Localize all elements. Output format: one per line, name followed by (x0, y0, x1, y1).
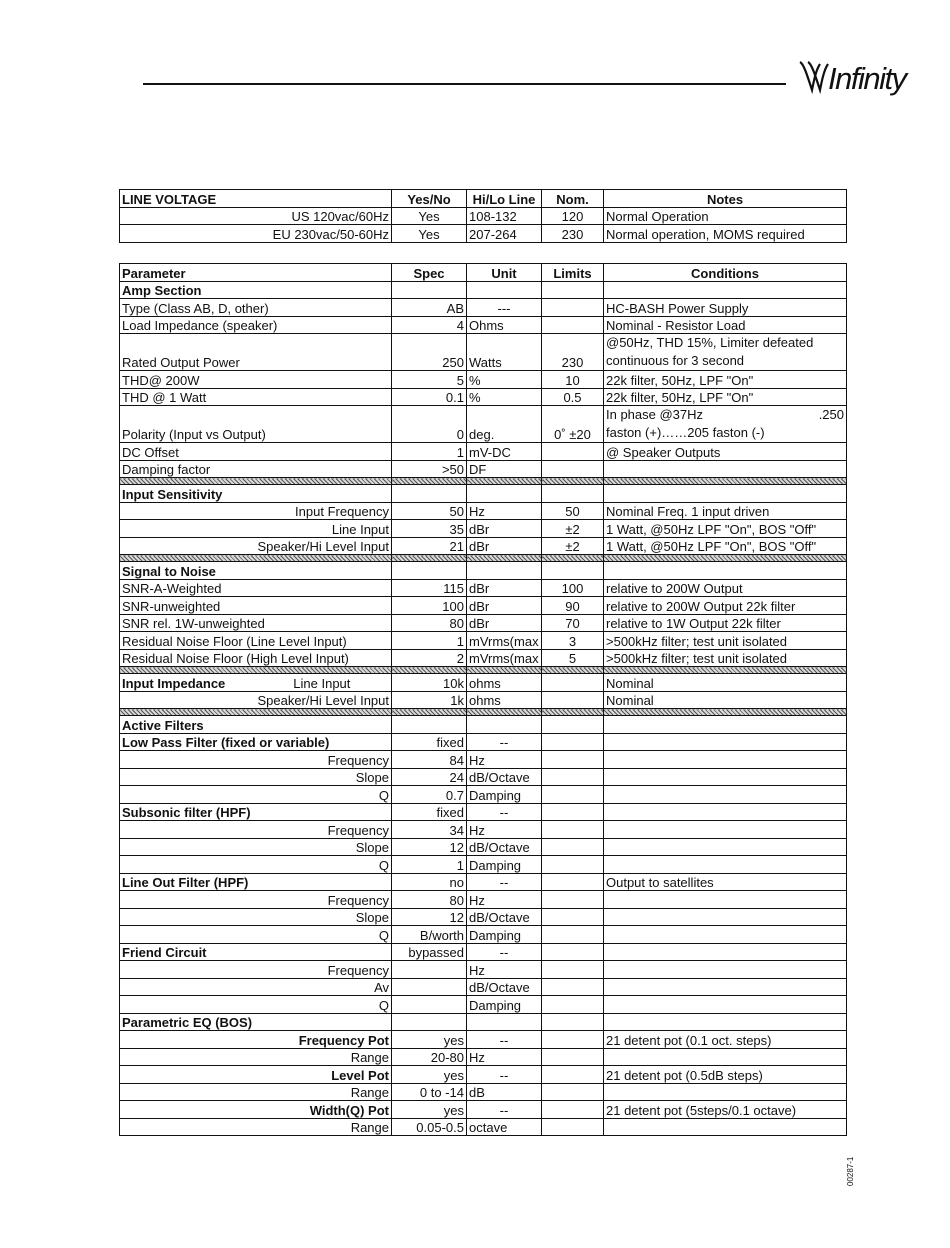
table-row (120, 873, 847, 891)
unit: octave (467, 1118, 542, 1136)
param: Q (120, 926, 392, 944)
spec: 1 (392, 632, 467, 650)
col-spec: Spec (392, 264, 467, 282)
unit: -- (467, 1066, 542, 1084)
table-row (120, 649, 847, 667)
spec: fixed (392, 803, 467, 821)
param: Speaker/Hi Level Input (120, 537, 392, 555)
table-row (120, 821, 847, 839)
notes: Normal operation, MOMS required (604, 225, 847, 243)
table-row (120, 786, 847, 804)
spec: 21 (392, 537, 467, 555)
unit: ohms (467, 674, 542, 692)
unit: Damping (467, 856, 542, 874)
param: Frequency (120, 751, 392, 769)
table-row (120, 961, 847, 979)
unit: dB/Octave (467, 908, 542, 926)
conditions: Output to satellites (604, 873, 847, 891)
param: THD@ 200W (120, 371, 392, 389)
table-row (120, 406, 847, 443)
spec: 10k (392, 674, 467, 692)
table-header-row (120, 190, 847, 208)
lineout-title: Line Out Filter (HPF) (120, 873, 392, 891)
limits: 100 (542, 579, 604, 597)
spec: 12 (392, 908, 467, 926)
spec: 5 (392, 371, 467, 389)
table-row (120, 579, 847, 597)
unit: Hz (467, 891, 542, 909)
unit: Damping (467, 786, 542, 804)
table-row (120, 1066, 847, 1084)
unit: Ohms (467, 316, 542, 334)
conditions: relative to 1W Output 22k filter (604, 614, 847, 632)
limits: 90 (542, 597, 604, 615)
input-impedance-title: Input Impedance (122, 675, 226, 691)
col-unit: Unit (467, 264, 542, 282)
table-row (120, 1031, 847, 1049)
table-row (120, 1101, 847, 1119)
conditions: 22k filter, 50Hz, LPF "On" (604, 388, 847, 406)
table-row (120, 1048, 847, 1066)
spec: 1 (392, 443, 467, 461)
col-line-voltage: LINE VOLTAGE (120, 190, 392, 208)
table-row (120, 691, 847, 709)
unit: dBr (467, 614, 542, 632)
table-row (120, 768, 847, 786)
param: Residual Noise Floor (High Level Input) (120, 649, 392, 667)
limits: ±2 (542, 520, 604, 538)
param: Frequency (120, 821, 392, 839)
unit: dBr (467, 537, 542, 555)
condition-line: @50Hz, THD 15%, Limiter defeated (606, 335, 814, 350)
line-voltage-table (119, 189, 847, 243)
table-row (120, 943, 847, 961)
table-row (120, 733, 847, 751)
friend-title: Friend Circuit (120, 943, 392, 961)
param: DC Offset (120, 443, 392, 461)
spec: 0.7 (392, 786, 467, 804)
conditions: Nominal - Resistor Load (604, 316, 847, 334)
unit: Hz (467, 961, 542, 979)
conditions: Nominal (604, 691, 847, 709)
table-row (120, 334, 847, 371)
unit: Hz (467, 751, 542, 769)
table-row (120, 978, 847, 996)
table-row (120, 674, 847, 692)
spec: 4 (392, 316, 467, 334)
table-row (120, 926, 847, 944)
spec: yes (392, 1066, 467, 1084)
spec: 84 (392, 751, 467, 769)
limits: 0.5 (542, 388, 604, 406)
param: Q (120, 856, 392, 874)
hi-lo: 108-132 (467, 207, 542, 225)
spec: 100 (392, 597, 467, 615)
conditions (604, 1083, 847, 1101)
param: Speaker/Hi Level Input (120, 691, 392, 709)
param: Slope (120, 768, 392, 786)
limits: 10 (542, 371, 604, 389)
unit: Hz (467, 1048, 542, 1066)
param: Rated Output Power (120, 334, 392, 371)
param: Input Frequency (120, 502, 392, 520)
param: Line Input (293, 675, 351, 691)
conditions (604, 334, 847, 371)
conditions: Nominal (604, 674, 847, 692)
limits (542, 460, 604, 478)
spec: 0 (392, 406, 467, 443)
unit: ohms (467, 691, 542, 709)
signal-to-noise-title: Signal to Noise (120, 562, 392, 580)
table-row (120, 520, 847, 538)
input-sensitivity-title: Input Sensitivity (120, 485, 392, 503)
unit: % (467, 388, 542, 406)
condition-line: faston (+)……205 faston (-) (606, 425, 765, 440)
param: Q (120, 786, 392, 804)
table-row (120, 1083, 847, 1101)
unit: dB/Octave (467, 838, 542, 856)
spec: 80 (392, 891, 467, 909)
condition-text: .250 (818, 407, 844, 422)
table-row (120, 891, 847, 909)
voltage-label: EU 230vac/50-60Hz (120, 225, 392, 243)
spec: yes (392, 1101, 467, 1119)
spec: 34 (392, 821, 467, 839)
spec: yes (392, 1031, 467, 1049)
unit: Hz (467, 502, 542, 520)
section-heading (120, 716, 847, 734)
hpf-title: Subsonic filter (HPF) (120, 803, 392, 821)
conditions: 21 detent pot (5steps/0.1 octave) (604, 1101, 847, 1119)
section-heading (120, 281, 847, 299)
limits: 50 (542, 502, 604, 520)
active-filters-title: Active Filters (120, 716, 392, 734)
spec: 1 (392, 856, 467, 874)
conditions (604, 1118, 847, 1136)
conditions: relative to 200W Output (604, 579, 847, 597)
unit: Damping (467, 996, 542, 1014)
conditions: HC-BASH Power Supply (604, 299, 847, 317)
table-row (120, 299, 847, 317)
hi-lo: 207-264 (467, 225, 542, 243)
unit: -- (467, 873, 542, 891)
table-row (120, 225, 847, 243)
spec: 0.05-0.5 (392, 1118, 467, 1136)
conditions: @ Speaker Outputs (604, 443, 847, 461)
param: THD @ 1 Watt (120, 388, 392, 406)
spec: AB (392, 299, 467, 317)
unit: dBr (467, 520, 542, 538)
spec: 250 (392, 334, 467, 371)
table-row (120, 460, 847, 478)
table-row (120, 632, 847, 650)
spec: 50 (392, 502, 467, 520)
header-rule (143, 83, 786, 85)
table-row (120, 1013, 847, 1031)
spec: fixed (392, 733, 467, 751)
section-divider (120, 667, 847, 674)
table-row (120, 614, 847, 632)
table-row (120, 751, 847, 769)
table-row (120, 1118, 847, 1136)
param: Range (120, 1048, 392, 1066)
limits (542, 299, 604, 317)
table-header-row (120, 264, 847, 282)
infinity-logo (798, 56, 928, 98)
conditions (604, 406, 847, 443)
section-divider (120, 555, 847, 562)
unit: -- (467, 1101, 542, 1119)
unit: dBr (467, 579, 542, 597)
specifications-table (119, 263, 847, 1136)
table-row (120, 207, 847, 225)
table-row (120, 502, 847, 520)
table-row (120, 597, 847, 615)
param: Q (120, 996, 392, 1014)
voltage-label: US 120vac/60Hz (120, 207, 392, 225)
table-row (120, 996, 847, 1014)
condition-text: In phase @37Hz (606, 407, 704, 422)
unit: Hz (467, 821, 542, 839)
spec: 80 (392, 614, 467, 632)
unit: --- (467, 299, 542, 317)
limits: ±2 (542, 537, 604, 555)
nom: 120 (542, 207, 604, 225)
spec: >50 (392, 460, 467, 478)
conditions: 21 detent pot (0.1 oct. steps) (604, 1031, 847, 1049)
unit: -- (467, 733, 542, 751)
unit: DF (467, 460, 542, 478)
unit: dB/Octave (467, 768, 542, 786)
conditions: 22k filter, 50Hz, LPF "On" (604, 371, 847, 389)
spec: 2 (392, 649, 467, 667)
unit: dB/Octave (467, 978, 542, 996)
param: Slope (120, 838, 392, 856)
param: Line Input (120, 520, 392, 538)
conditions: relative to 200W Output 22k filter (604, 597, 847, 615)
param: Width(Q) Pot (120, 1101, 392, 1119)
section-divider (120, 709, 847, 716)
limits: 230 (542, 334, 604, 371)
spec: 35 (392, 520, 467, 538)
notes: Normal Operation (604, 207, 847, 225)
amp-section-title: Amp Section (120, 281, 392, 299)
unit: dBr (467, 597, 542, 615)
col-yes-no: Yes/No (392, 190, 467, 208)
col-limits: Limits (542, 264, 604, 282)
conditions (604, 460, 847, 478)
unit: mV-DC (467, 443, 542, 461)
spec (392, 961, 467, 979)
spec: bypassed (392, 943, 467, 961)
param: Frequency (120, 891, 392, 909)
limits: 70 (542, 614, 604, 632)
col-parameter: Parameter (120, 264, 392, 282)
table-row (120, 908, 847, 926)
spec: 12 (392, 838, 467, 856)
spec: 24 (392, 768, 467, 786)
input-impedance-cell (120, 674, 392, 692)
conditions: 1 Watt, @50Hz LPF "On", BOS "Off" (604, 537, 847, 555)
param: SNR rel. 1W-unweighted (120, 614, 392, 632)
param: SNR-unweighted (120, 597, 392, 615)
limits: 0˚ ±20 (542, 406, 604, 443)
logo-wordmark: Infinity (828, 61, 906, 96)
nom: 230 (542, 225, 604, 243)
conditions (604, 1048, 847, 1066)
condition-line: continuous for 3 second (606, 353, 745, 368)
conditions: 1 Watt, @50Hz LPF "On", BOS "Off" (604, 520, 847, 538)
section-heading (120, 485, 847, 503)
unit: % (467, 371, 542, 389)
unit: deg. (467, 406, 542, 443)
conditions: Nominal Freq. 1 input driven (604, 502, 847, 520)
table-row (120, 803, 847, 821)
spec: 0 to -14 (392, 1083, 467, 1101)
unit: mVrms(max (467, 649, 542, 667)
col-hi-lo-line: Hi/Lo Line (467, 190, 542, 208)
unit: -- (467, 1031, 542, 1049)
table-row (120, 838, 847, 856)
conditions: 21 detent pot (0.5dB steps) (604, 1066, 847, 1084)
table-row (120, 537, 847, 555)
limits (542, 316, 604, 334)
unit: Watts (467, 334, 542, 371)
param: Level Pot (120, 1066, 392, 1084)
section-heading (120, 562, 847, 580)
document-code: 00287-1 (846, 1156, 855, 1186)
param: SNR-A-Weighted (120, 579, 392, 597)
param: Polarity (Input vs Output) (120, 406, 392, 443)
conditions: >500kHz filter; test unit isolated (604, 649, 847, 667)
condition-line (606, 406, 844, 424)
lpf-title: Low Pass Filter (fixed or variable) (120, 733, 392, 751)
spec: 20-80 (392, 1048, 467, 1066)
unit: Damping (467, 926, 542, 944)
unit: -- (467, 943, 542, 961)
table-row (120, 443, 847, 461)
param: Slope (120, 908, 392, 926)
spec: 115 (392, 579, 467, 597)
limits: 3 (542, 632, 604, 650)
peq-title: Parametric EQ (BOS) (120, 1013, 392, 1031)
param: Range (120, 1083, 392, 1101)
unit: mVrms(max (467, 632, 542, 650)
spec (392, 978, 467, 996)
param: Frequency (120, 961, 392, 979)
table-row (120, 316, 847, 334)
param: Load Impedance (speaker) (120, 316, 392, 334)
param: Residual Noise Floor (Line Level Input) (120, 632, 392, 650)
spec: 0.1 (392, 388, 467, 406)
param: Av (120, 978, 392, 996)
conditions: >500kHz filter; test unit isolated (604, 632, 847, 650)
param: Type (Class AB, D, other) (120, 299, 392, 317)
spec (392, 996, 467, 1014)
spec: B/worth (392, 926, 467, 944)
col-conditions: Conditions (604, 264, 847, 282)
table-row (120, 371, 847, 389)
unit: -- (467, 803, 542, 821)
spec: no (392, 873, 467, 891)
param: Frequency Pot (120, 1031, 392, 1049)
spec: 1k (392, 691, 467, 709)
section-divider (120, 478, 847, 485)
limits (542, 443, 604, 461)
col-nom: Nom. (542, 190, 604, 208)
table-row (120, 388, 847, 406)
yes-no: Yes (392, 207, 467, 225)
param: Damping factor (120, 460, 392, 478)
limits: 5 (542, 649, 604, 667)
param: Range (120, 1118, 392, 1136)
yes-no: Yes (392, 225, 467, 243)
unit: dB (467, 1083, 542, 1101)
table-row (120, 856, 847, 874)
col-notes: Notes (604, 190, 847, 208)
